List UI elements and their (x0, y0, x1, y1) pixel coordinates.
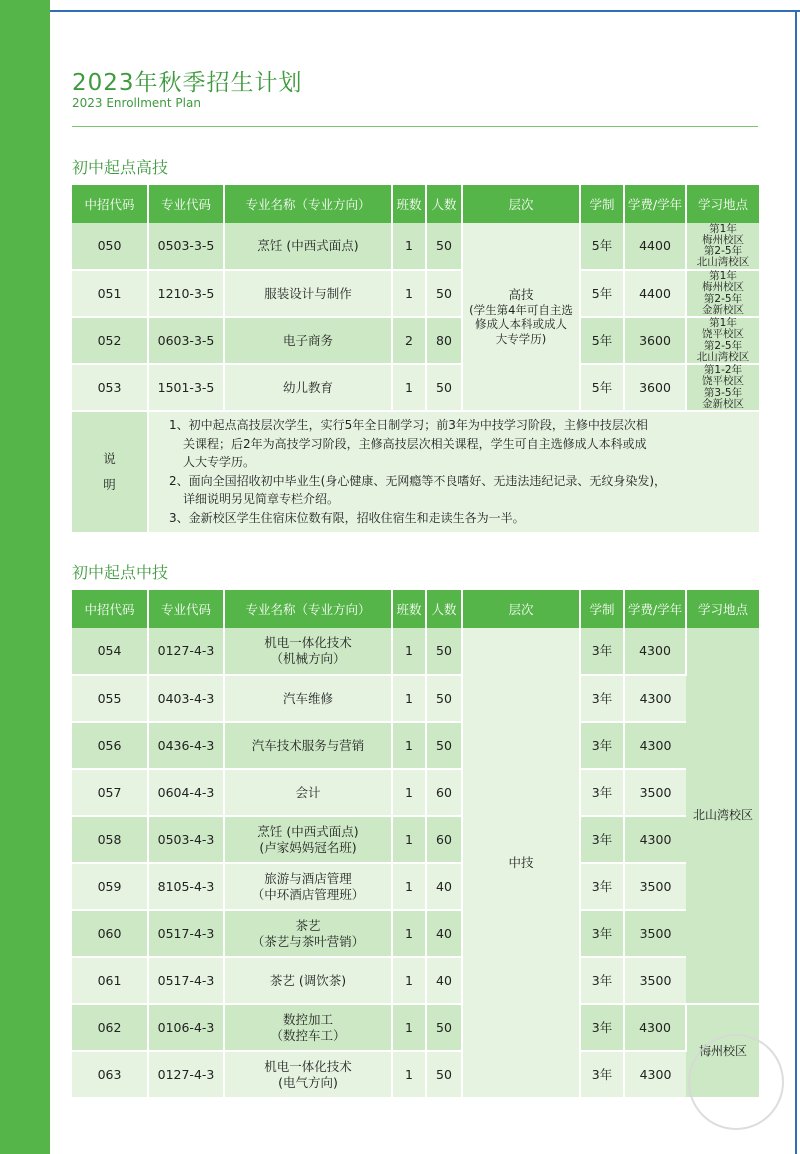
major-name-line: 数控加工 (282, 1011, 333, 1027)
fee-cell: 4300 (624, 816, 686, 863)
location-line: 金新校区 (702, 303, 744, 316)
major-name-cell (224, 1004, 392, 1051)
header-cell: 层次 (462, 185, 580, 223)
code-cell: 054 (72, 628, 148, 675)
major-code-cell: 1210-3-5 (148, 270, 224, 317)
location-cell: 北山湾校区 (686, 628, 759, 1004)
section2-header-row (72, 590, 759, 628)
header-cell: 学习地点 (686, 590, 759, 628)
code-cell: 058 (72, 816, 148, 863)
classes-cell: 1 (392, 816, 426, 863)
students-cell: 40 (426, 957, 462, 1004)
students-cell: 50 (426, 223, 462, 270)
location-line: 饶平校区 (702, 328, 744, 341)
header-cell: 中招代码 (72, 590, 148, 628)
header-cell: 人数 (426, 185, 462, 223)
location-line: 第2-5年 (703, 292, 743, 305)
major-name-line: 机电一体化技术 (264, 1058, 352, 1074)
location-line: 第2-5年 (703, 339, 743, 352)
major-name-cell (224, 769, 392, 816)
major-name-line: 旅游与酒店管理 (264, 870, 352, 886)
classes-cell: 1 (392, 223, 426, 270)
top-border-line (50, 10, 800, 12)
header-cell: 人数 (426, 590, 462, 628)
students-cell: 40 (426, 910, 462, 957)
students-cell: 50 (426, 722, 462, 769)
location-line: 梅州校区 (702, 281, 744, 294)
header-cell: 专业名称（专业方向） (224, 185, 392, 223)
table-row (72, 957, 759, 1004)
major-name-line: (电气方向) (278, 1074, 338, 1090)
table-row (72, 863, 759, 910)
code-cell: 057 (72, 769, 148, 816)
classes-cell: 1 (392, 675, 426, 722)
students-cell: 50 (426, 1051, 462, 1098)
table-row (72, 223, 759, 270)
location-line: 金新校区 (702, 397, 744, 410)
table-row (72, 769, 759, 816)
header-cell: 学制 (580, 185, 624, 223)
fee-cell: 3500 (624, 957, 686, 1004)
fee-cell: 3600 (624, 317, 686, 364)
major-code-cell: 0517-4-3 (148, 957, 224, 1004)
location-line: 第2-5年 (703, 245, 743, 257)
header-cell: 学费/学年 (624, 185, 686, 223)
title-divider (72, 126, 758, 127)
table-row (72, 1051, 759, 1098)
major-code-cell: 0127-4-3 (148, 1051, 224, 1098)
major-name-cell (224, 863, 392, 910)
major-name-cell: 烹饪 (中西式面点) (224, 223, 392, 270)
major-name-cell (224, 722, 392, 769)
location-line: 北山湾校区 (696, 350, 750, 363)
fee-cell: 3500 (624, 863, 686, 910)
table-row (72, 910, 759, 957)
major-name-cell (224, 1051, 392, 1098)
level-cell (462, 223, 580, 411)
notes-label-char: 明 (103, 476, 116, 492)
page-subtitle: 2023 Enrollment Plan (72, 96, 201, 110)
section2-table (72, 590, 759, 1099)
major-name-line: （机械方向） (270, 651, 346, 666)
students-cell: 50 (426, 270, 462, 317)
major-name-cell: 幼儿教育 (224, 364, 392, 411)
location-line: 第1年 (709, 222, 737, 235)
classes-cell: 1 (392, 270, 426, 317)
fee-cell: 3600 (624, 364, 686, 411)
code-cell: 062 (72, 1004, 148, 1051)
location-line: 第3-5年 (703, 386, 743, 399)
major-name-line: 机电一体化技术 (264, 635, 352, 651)
code-cell: 051 (72, 270, 148, 317)
header-cell: 中招代码 (72, 185, 148, 223)
code-cell: 053 (72, 364, 148, 411)
code-cell: 052 (72, 317, 148, 364)
notes-label-char: 说 (103, 450, 116, 466)
location-cell (686, 364, 759, 411)
table-row (72, 628, 759, 675)
students-cell: 60 (426, 769, 462, 816)
students-cell: 60 (426, 816, 462, 863)
note-line: 关课程；后2年为高技学习阶段，主修高技层次相关课程，学生可自主选修成人本科或成 (183, 436, 647, 451)
years-cell: 5年 (580, 223, 624, 270)
major-code-cell: 0603-3-5 (148, 317, 224, 364)
students-cell: 50 (426, 364, 462, 411)
notes-body-cell (148, 411, 759, 533)
note-line: 1、初中起点高技层次学生，实行5年全日制学习；前3年为中技学习阶段，主修中技层次相 (169, 418, 648, 432)
code-cell: 060 (72, 910, 148, 957)
code-cell: 059 (72, 863, 148, 910)
major-code-cell: 0604-4-3 (148, 769, 224, 816)
students-cell: 50 (426, 628, 462, 675)
level-line: (学生第4年可自主选 (469, 302, 573, 317)
major-name-line: (卢家妈妈冠名班) (259, 839, 357, 855)
left-accent-bar (0, 0, 50, 1154)
header-cell: 班数 (392, 185, 426, 223)
years-cell: 3年 (580, 1004, 624, 1051)
table-row (72, 270, 759, 317)
header-cell: 学制 (580, 590, 624, 628)
years-cell: 3年 (580, 910, 624, 957)
classes-cell: 1 (392, 863, 426, 910)
major-name-line: （中环酒店管理班） (251, 886, 365, 902)
major-name-cell (224, 675, 392, 722)
fee-cell: 4400 (624, 223, 686, 270)
classes-cell: 1 (392, 364, 426, 411)
header-cell: 专业代码 (148, 185, 224, 223)
major-name-cell (224, 628, 392, 675)
location-cell: 梅州校区 (686, 1004, 759, 1098)
note-line: 2、面向全国招收初中毕业生(身心健康、无网瘾等不良嗜好、无违法违纪记录、无纹身染发)， (169, 473, 667, 488)
students-cell: 80 (426, 317, 462, 364)
table-row (72, 364, 759, 411)
major-name-line: （茶艺与茶叶营销） (251, 933, 365, 949)
section1-title: 初中起点高技 (72, 158, 169, 177)
years-cell: 3年 (580, 957, 624, 1004)
level-cell: 中技 (462, 628, 580, 1098)
fee-cell: 4300 (624, 675, 686, 722)
header-cell: 专业代码 (148, 590, 224, 628)
major-name-cell (224, 910, 392, 957)
location-line: 第1年 (709, 270, 737, 283)
major-code-cell: 0127-4-3 (148, 628, 224, 675)
section1-table (72, 185, 759, 534)
location-line: 北山湾校区 (696, 256, 750, 269)
students-cell: 40 (426, 863, 462, 910)
header-cell: 学习地点 (686, 185, 759, 223)
school-seal-icon (688, 1034, 784, 1130)
table-row (72, 816, 759, 863)
header-cell: 学费/学年 (624, 590, 686, 628)
table-row (72, 317, 759, 364)
section2-title: 初中起点中技 (72, 563, 169, 582)
note-line: 人大专学历。 (183, 455, 256, 470)
years-cell: 5年 (580, 270, 624, 317)
table-row (72, 1004, 759, 1051)
major-code-cell: 0517-4-3 (148, 910, 224, 957)
major-name-cell (224, 957, 392, 1004)
major-name-line: 烹饪 (中西式面点) (257, 823, 359, 839)
note-line: 详细说明另见简章专栏介绍。 (183, 492, 340, 507)
students-cell: 50 (426, 1004, 462, 1051)
classes-cell: 1 (392, 1051, 426, 1098)
years-cell: 3年 (580, 675, 624, 722)
note-line: 3、金新校区学生住宿床位数有限，招收住宿生和走读生各为一半。 (169, 510, 525, 525)
years-cell: 5年 (580, 364, 624, 411)
header-cell: 专业名称（专业方向） (224, 590, 392, 628)
years-cell: 3年 (580, 1051, 624, 1098)
location-line: 梅州校区 (702, 233, 744, 246)
notes-label-cell (72, 411, 148, 533)
location-line: 第1-2年 (703, 364, 743, 377)
major-code-cell: 1501-3-5 (148, 364, 224, 411)
header-cell: 班数 (392, 590, 426, 628)
classes-cell: 1 (392, 722, 426, 769)
page-title: 2023年秋季招生计划 (72, 70, 303, 96)
section1-header-row (72, 185, 759, 223)
major-name-line: 汽车技术服务与营销 (251, 737, 365, 753)
level-line: 高技 (508, 287, 534, 303)
major-code-cell: 0106-4-3 (148, 1004, 224, 1051)
major-name-cell: 服装设计与制作 (224, 270, 392, 317)
years-cell: 3年 (580, 816, 624, 863)
fee-cell: 4300 (624, 628, 686, 675)
fee-cell: 4300 (624, 1051, 686, 1098)
classes-cell: 1 (392, 628, 426, 675)
fee-cell: 3500 (624, 769, 686, 816)
years-cell: 3年 (580, 863, 624, 910)
code-cell: 056 (72, 722, 148, 769)
major-code-cell: 0403-4-3 (148, 675, 224, 722)
years-cell: 5年 (580, 317, 624, 364)
major-name-line: （数控车工） (270, 1027, 346, 1043)
major-code-cell: 8105-4-3 (148, 863, 224, 910)
fee-cell: 4400 (624, 270, 686, 317)
major-code-cell: 0436-4-3 (148, 722, 224, 769)
years-cell: 3年 (580, 722, 624, 769)
header-cell: 层次 (462, 590, 580, 628)
fee-cell: 3500 (624, 910, 686, 957)
location-cell (686, 270, 759, 317)
classes-cell: 1 (392, 910, 426, 957)
location-line: 饶平校区 (702, 375, 744, 388)
location-line: 第1年 (709, 317, 737, 330)
major-name-line: 会计 (295, 784, 321, 800)
classes-cell: 2 (392, 317, 426, 364)
right-border-line (795, 10, 797, 1154)
code-cell: 055 (72, 675, 148, 722)
major-name-line: 汽车维修 (282, 690, 333, 706)
table-row (72, 675, 759, 722)
level-line: 大专学历) (495, 331, 547, 346)
code-cell: 061 (72, 957, 148, 1004)
fee-cell: 4300 (624, 1004, 686, 1051)
classes-cell: 1 (392, 769, 426, 816)
major-name-line: 茶艺 (调饮茶) (269, 972, 347, 988)
notes-row (72, 411, 759, 533)
location-cell (686, 317, 759, 364)
major-code-cell: 0503-3-5 (148, 223, 224, 270)
major-name-cell: 电子商务 (224, 317, 392, 364)
years-cell: 3年 (580, 628, 624, 675)
classes-cell: 1 (392, 957, 426, 1004)
fee-cell: 4300 (624, 722, 686, 769)
students-cell: 50 (426, 675, 462, 722)
major-code-cell: 0503-4-3 (148, 816, 224, 863)
level-line: 修成人本科或成人 (475, 317, 567, 332)
location-cell (686, 223, 759, 270)
code-cell: 050 (72, 223, 148, 270)
classes-cell: 1 (392, 1004, 426, 1051)
code-cell: 063 (72, 1051, 148, 1098)
major-name-line: 茶艺 (295, 917, 321, 933)
table-row (72, 722, 759, 769)
years-cell: 3年 (580, 769, 624, 816)
major-name-cell (224, 816, 392, 863)
